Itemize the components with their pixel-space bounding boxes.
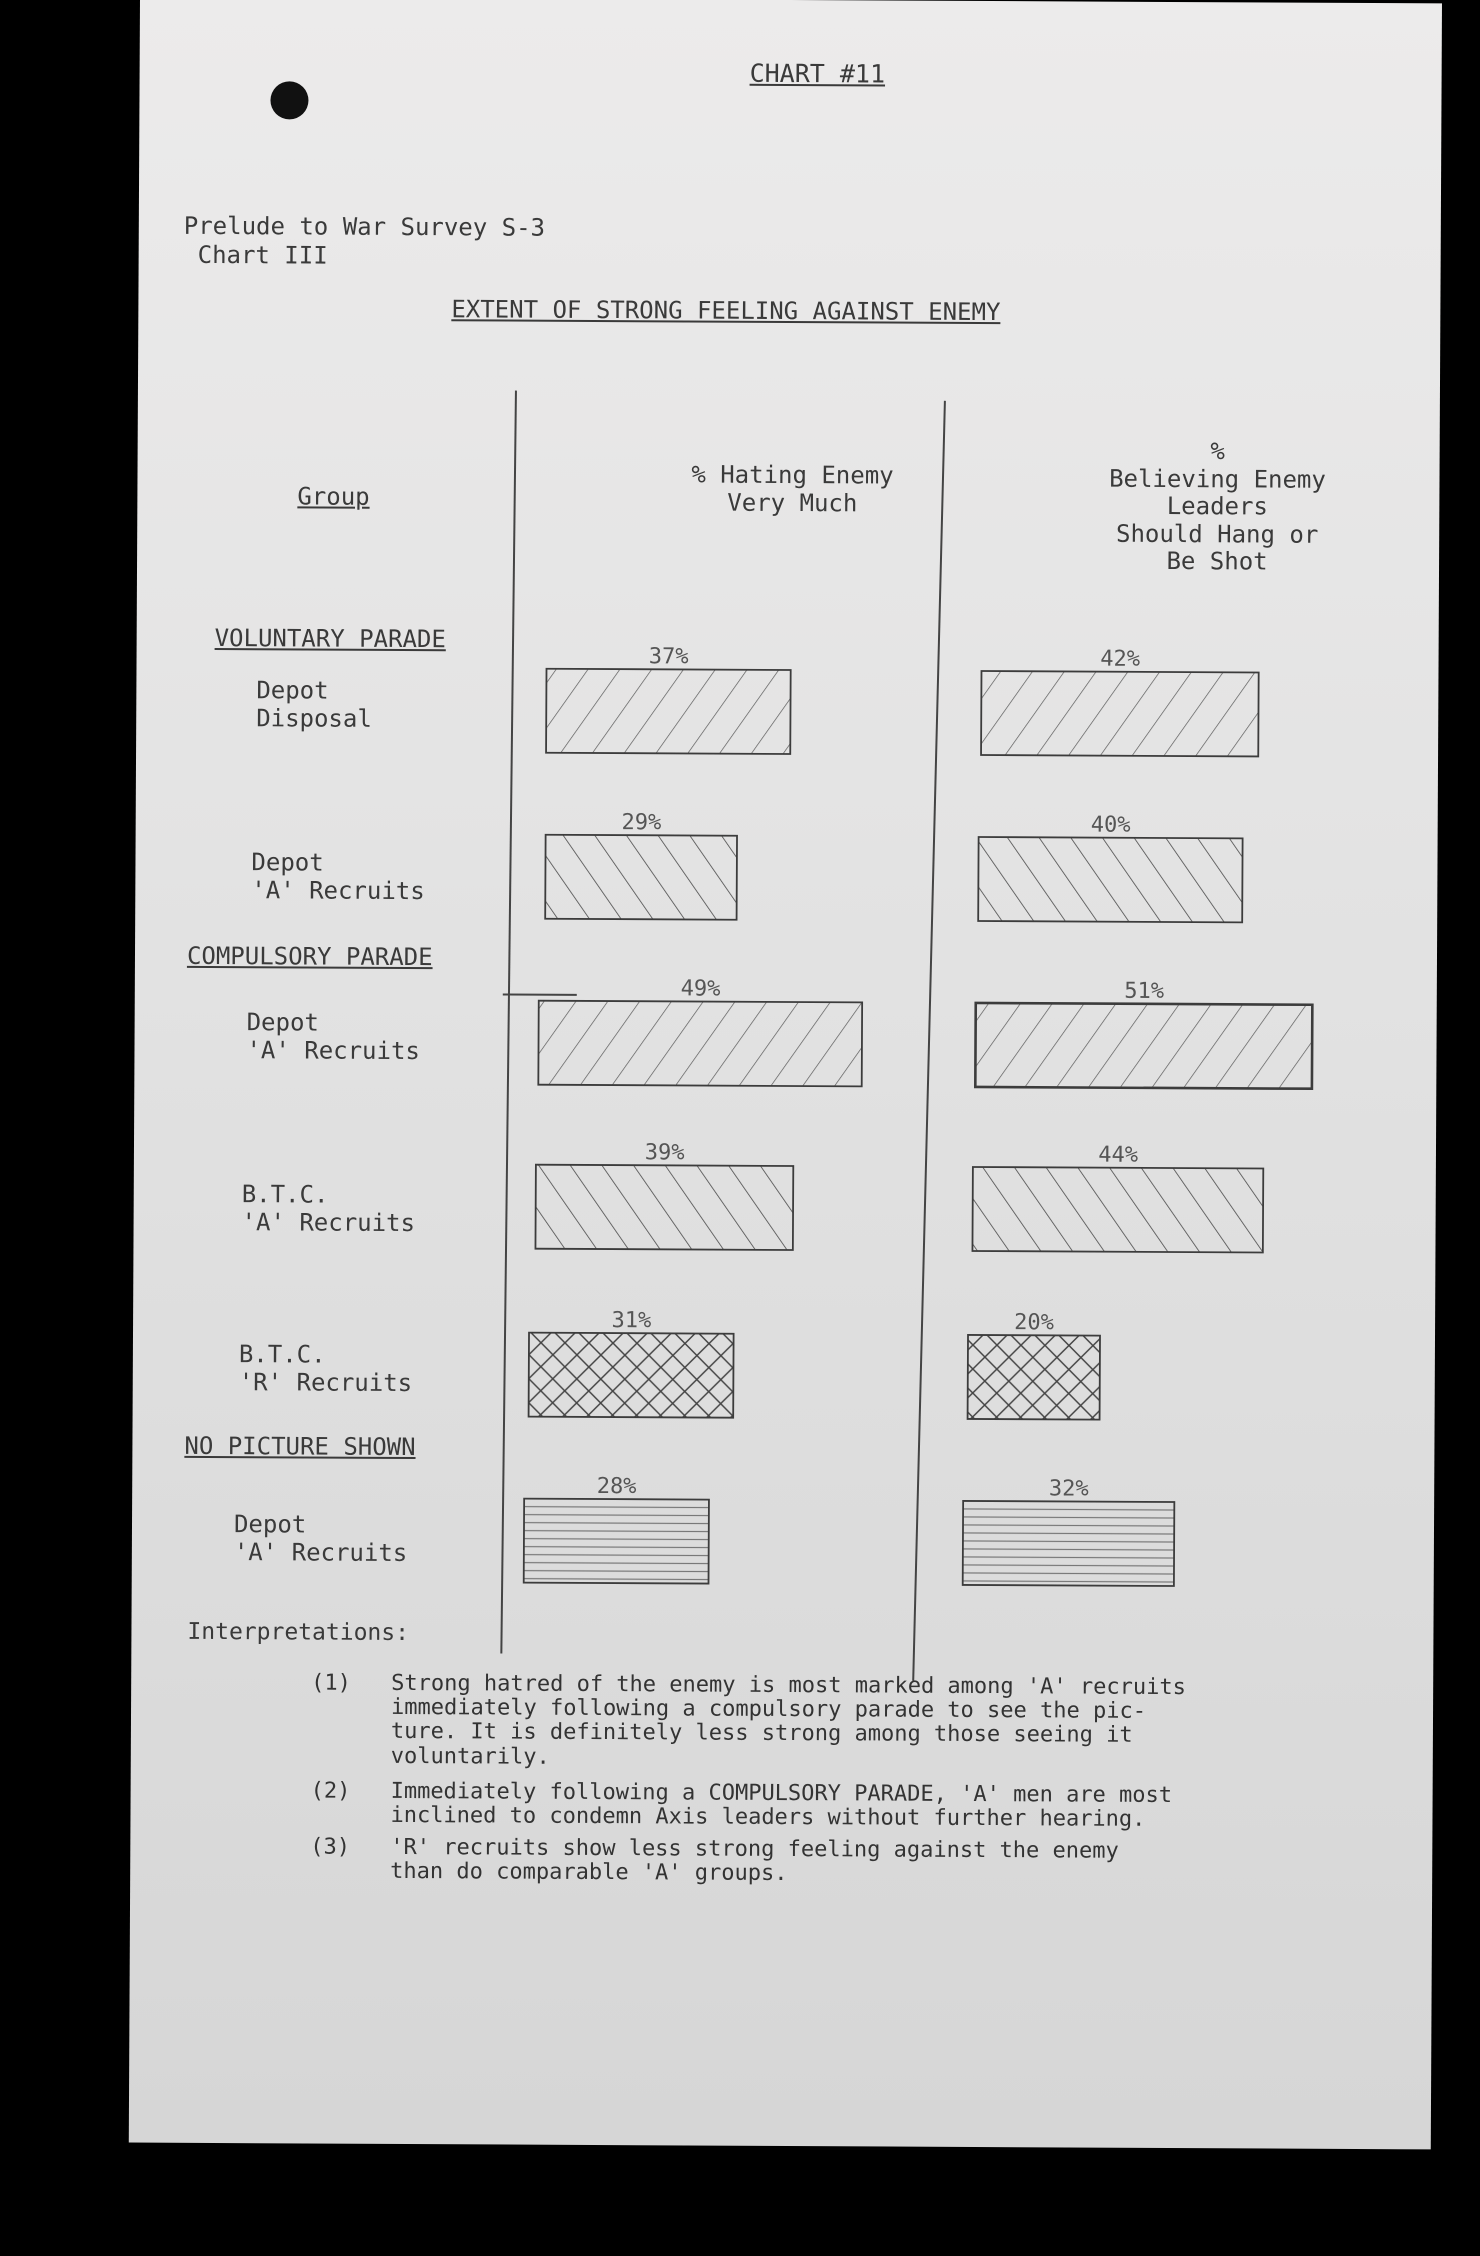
bar-hating-row-5 xyxy=(529,1333,734,1418)
section-label-compulsory: COMPULSORY PARADE xyxy=(186,941,433,972)
group-label: B.T.C. 'A' Recruits xyxy=(241,1180,416,1237)
interpretation-number: (1) xyxy=(311,1670,351,1696)
bar-hang-row-5 xyxy=(968,1335,1100,1420)
section-label-voluntary: VOLUNTARY PARADE xyxy=(214,623,446,654)
bar-value-label: 28% xyxy=(596,1474,637,1500)
bar-value-label: 32% xyxy=(1048,1476,1089,1502)
bar-value-label: 40% xyxy=(1090,812,1131,838)
interpretation-number: (2) xyxy=(310,1778,351,1804)
bar-hang-row-3 xyxy=(975,1003,1312,1089)
bar-value-label: 51% xyxy=(1124,978,1165,1004)
interpretation-text: Immediately following a COMPULSORY PARADE, 'A' men are most inclined to condemn Axis leaders without further hearing. xyxy=(390,1778,1173,1833)
bar-hang-row-1 xyxy=(981,671,1259,756)
interpretation-number: (3) xyxy=(310,1834,351,1860)
bar-hang-row-4 xyxy=(972,1167,1263,1253)
bar-hating-row-2 xyxy=(545,835,737,920)
interpretations-heading: Interpretations: xyxy=(187,1618,410,1647)
group-label: Depot Disposal xyxy=(256,676,372,733)
section-label-no-picture: NO PICTURE SHOWN xyxy=(184,1431,416,1462)
chart-number: CHART #11 xyxy=(749,58,886,89)
chart-title: EXTENT OF STRONG FEELING AGAINST ENEMY xyxy=(451,295,1001,327)
bar-value-label: 37% xyxy=(648,644,689,670)
column-divider-right xyxy=(913,401,945,1681)
bar-value-label: 42% xyxy=(1100,646,1141,672)
bar-hating-row-6 xyxy=(524,1499,709,1584)
bar-hating-row-4 xyxy=(535,1165,793,1250)
interpretation-text: Strong hatred of the enemy is most marked among 'A' recruits immediately following a compulsory parade to see the pic- ture. It is definitely less strong among those seeing it voluntarily. xyxy=(390,1670,1186,1770)
survey-chart: Chart III xyxy=(197,240,328,270)
bar-hang-row-2 xyxy=(978,837,1242,922)
group-header: Group xyxy=(297,482,370,511)
survey-name: Prelude to War Survey S-3 xyxy=(183,211,546,242)
column-header-hating: % Hating Enemy Very Much xyxy=(691,460,894,517)
column-header-hang: % Believing Enemy Leaders Should Hang or Be Shot xyxy=(1109,437,1326,576)
bar-value-label: 31% xyxy=(611,1308,652,1334)
bar-value-label: 29% xyxy=(621,810,662,836)
group-label: B.T.C. 'R' Recruits xyxy=(238,1340,413,1397)
bar-hating-row-1 xyxy=(546,669,791,754)
group-label: Depot 'A' Recruits xyxy=(246,1008,420,1065)
interpretation-text: 'R' recruits show less strong feeling against the enemy than do comparable 'A' groups. xyxy=(390,1834,1119,1887)
group-label: Depot 'A' Recruits xyxy=(233,1510,408,1567)
bar-hang-row-6 xyxy=(963,1501,1175,1586)
bar-hating-row-3 xyxy=(538,1001,862,1087)
group-label: Depot 'A' Recruits xyxy=(251,848,425,905)
bar-value-label: 20% xyxy=(1014,1310,1055,1336)
bar-value-label: 44% xyxy=(1098,1142,1139,1168)
paper-sheet xyxy=(129,0,1442,2149)
column-divider-left xyxy=(501,391,516,1654)
bar-value-label: 39% xyxy=(644,1140,685,1166)
bar-value-label: 49% xyxy=(680,976,721,1002)
